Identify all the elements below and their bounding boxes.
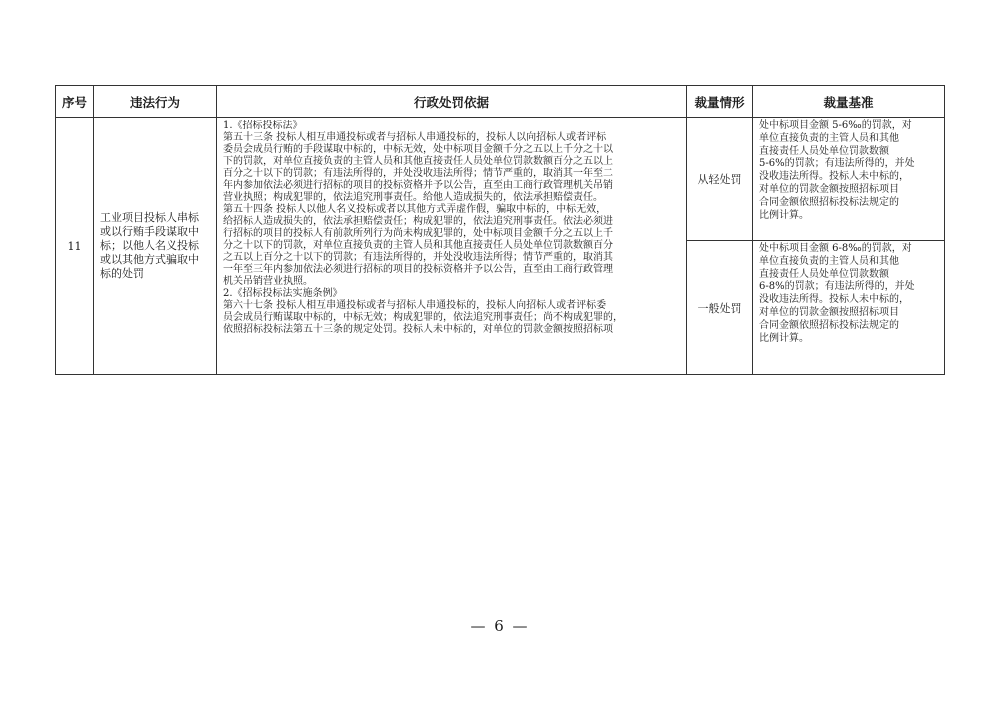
penalty-table bbox=[55, 85, 945, 375]
header-seq: 序号 bbox=[56, 86, 94, 118]
standard-general bbox=[753, 241, 945, 375]
violation-text: 工业项目投标人串标 或以行贿手段谋取中 标；以他人名义投标 或以其他方式骗取中 标的处罚 bbox=[100, 211, 199, 280]
header-violation: 违法行为 bbox=[94, 86, 217, 118]
standard-general-text: 处中标项目金额 6-8‰的罚款，对 单位直接负责的主管人员和其他 直接责任人员处单位罚款数额 6-8%的罚款；有违法所得的，并处 没收违法所得。投标人未中标的， 对单位的罚款金额按照招标项目 合同金额依照招标投标法规定的 比例计算。 bbox=[759, 243, 915, 344]
table-header-row bbox=[56, 86, 945, 118]
situation-general: 一般处罚 bbox=[687, 241, 753, 375]
legal-basis-clip bbox=[223, 120, 682, 373]
row-violation bbox=[94, 118, 217, 375]
header-standard: 裁量基准 bbox=[753, 86, 945, 118]
row-legal-basis bbox=[217, 118, 687, 375]
page-number: — 6 — bbox=[470, 617, 530, 635]
table-row bbox=[56, 118, 945, 241]
row-seq: 11 bbox=[56, 118, 94, 375]
legal-basis-text: 1.《招标投标法》 第五十三条 投标人相互串通投标或者与招标人串通投标的，投标人以向招标人或者评标 委员会成员行贿的手段谋取中标的，中标无效，处中标项目金额千分之五以上千分之十以 下的罚款，对单位直接负责的主管人员和其他直接责任人员处单位罚款数额百分之五以上 百分之十以下的罚款；有违法所得的，并处没收违法所得；情节严重的，取消其一年至二 年内参加依法必须进行招标的项目的投标资格并予以公告，直至由工商行政管理机关吊销 营业执照；构成犯罪的，依法追究刑事责任。给他人造成损失的，依法承担赔偿责任。 第五十四条 投标人以他人名义投标或者以其他方式弄虚作假，骗取中标的，中标无效， 给招标人造成损失的，依法承担赔偿责任；构成犯罪的，依法追究刑事责任。依法必须进 行招标的项目的投标人有前款所列行为尚未构成犯罪的，处中标项目金额千分之五以上千 分之十以下的罚款，对单位直接负责的主管人员和其他直接责任人员处单位罚款数额百分 之五以上百分之十以下的罚款；有违法所得的，并处没收违法所得；情节严重的，取消其 一年至三年内参加依法必须进行招标的项目的投标资格并予以公告，直至由工商行政管理 机关吊销营业执照。 2.《招标投标法实施条例》 第六十七条 投标人相互串通投标或者与招标人串通投标的，投标人向招标人或者评标委 员会成员行贿谋取中标的，中标无效；构成犯罪的，依法追究刑事责任；尚不构成犯罪的， 依照招标投标法第五十三条的规定处罚。投标人未中标的，对单位的罚款金额按照招标项 bbox=[223, 120, 623, 335]
header-situation: 裁量情形 bbox=[687, 86, 753, 118]
header-legal-basis: 行政处罚依据 bbox=[217, 86, 687, 118]
standard-lenient bbox=[753, 118, 945, 241]
situation-lenient: 从轻处罚 bbox=[687, 118, 753, 241]
standard-lenient-text: 处中标项目金额 5-6‰的罚款，对 单位直接负责的主管人员和其他 直接责任人员处单位罚款数额 5-6%的罚款；有违法所得的，并处 没收违法所得。投标人未中标的， 对单位的罚款金额按照招标项目 合同金额依照招标投标法规定的 比例计算。 bbox=[759, 120, 915, 221]
